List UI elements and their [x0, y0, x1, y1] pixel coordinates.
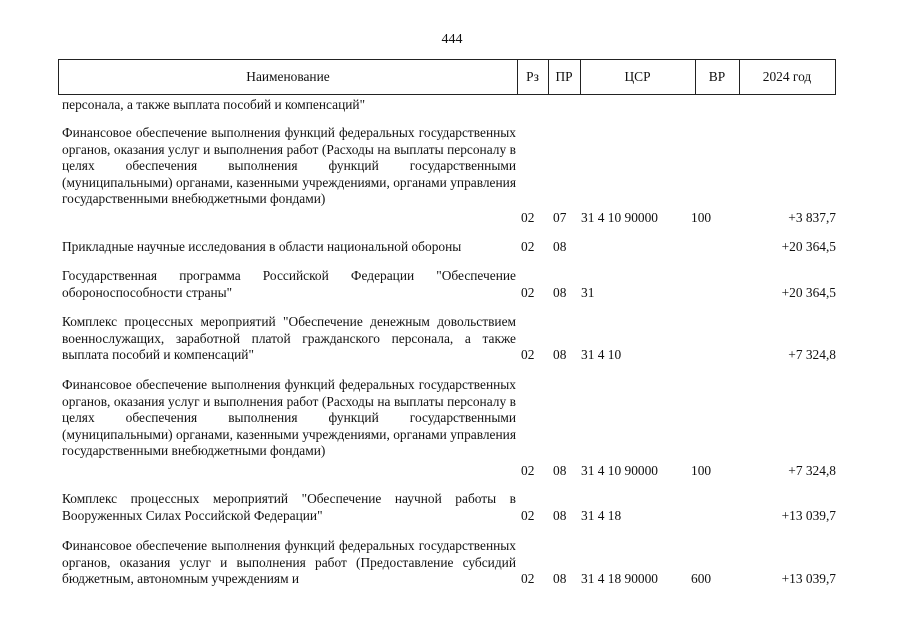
row-rz: 02 [521, 347, 535, 362]
header-pr: ПР [548, 60, 581, 94]
row-pr: 07 [553, 210, 567, 225]
row-pr: 08 [553, 463, 567, 478]
row-rz: 02 [521, 239, 535, 254]
row-name: Финансовое обеспечение выполнения функций федеральных государственных органов, оказания услуг и выполнения работ (Предоставление субсидий бюджетным, автономным учреждениям и [62, 538, 516, 587]
row-vr: 600 [691, 571, 712, 586]
row-pr: 08 [553, 571, 567, 586]
row-pr: 08 [553, 239, 567, 254]
row-name: Комплекс процессных мероприятий "Обеспечение денежным довольствием военнослужащих, заработной платой гражданского персонала, а также выплата пособий и компенсаций" [62, 314, 516, 363]
table-header [58, 59, 836, 95]
header-year: 2024 год [762, 69, 812, 84]
header-vr: ВР [695, 60, 740, 94]
row-amount: +13 039,7 [781, 571, 836, 586]
row-rz: 02 [521, 571, 535, 586]
row-rz: 02 [521, 508, 535, 523]
row-name: Финансовое обеспечение выполнения функций федеральных государственных органов, оказания услуг и выполнения работ (Расходы на выплаты персоналу в целях обеспечения выполнения функций государственными (муниципальными) органами, казенными учреждениями, органами управления государственными внебюджетными фондами) [62, 125, 516, 207]
row-pr: 08 [553, 347, 567, 362]
row-name: персонала, а также выплата пособий и компенсаций" [62, 97, 366, 112]
row-pr: 08 [553, 508, 567, 523]
row-rz: 02 [521, 210, 535, 225]
row-csr: 31 4 18 [581, 508, 622, 523]
header-csr: ЦСР [580, 60, 696, 94]
page-number: 444 [441, 32, 463, 47]
row-name: Финансовое обеспечение выполнения функций федеральных государственных органов, оказания услуг и выполнения работ (Расходы на выплаты персоналу в целях обеспечения выполнения функций государственными (муниципальными) органами, казенными учреждениями, органами управления государственными внебюджетными фондами) [62, 377, 516, 459]
row-csr: 31 4 10 [581, 347, 622, 362]
row-amount: +20 364,5 [781, 285, 836, 300]
row-amount: +20 364,5 [781, 239, 836, 254]
row-csr: 31 4 18 90000 [581, 571, 658, 586]
row-amount: +3 837,7 [788, 210, 836, 225]
row-csr: 31 4 10 90000 [581, 463, 658, 478]
row-name: Прикладные научные исследования в области национальной обороны [62, 239, 462, 254]
row-amount: +7 324,8 [788, 347, 836, 362]
row-vr: 100 [691, 463, 712, 478]
header-name: Наименование [59, 60, 518, 94]
row-vr: 100 [691, 210, 712, 225]
row-rz: 02 [521, 463, 535, 478]
row-amount: +13 039,7 [781, 508, 836, 523]
row-csr: 31 4 10 90000 [581, 210, 658, 225]
row-amount: +7 324,8 [788, 463, 836, 478]
header-rz: Рз [517, 60, 549, 94]
row-pr: 08 [553, 285, 567, 300]
row-name: Государственная программа Российской Федерации "Обеспечение обороноспособности страны" [62, 268, 516, 300]
row-name: Комплекс процессных мероприятий "Обеспечение научной работы в Вооруженных Силах Российской Федерации" [62, 491, 516, 523]
row-rz: 02 [521, 285, 535, 300]
row-csr: 31 [581, 285, 595, 300]
